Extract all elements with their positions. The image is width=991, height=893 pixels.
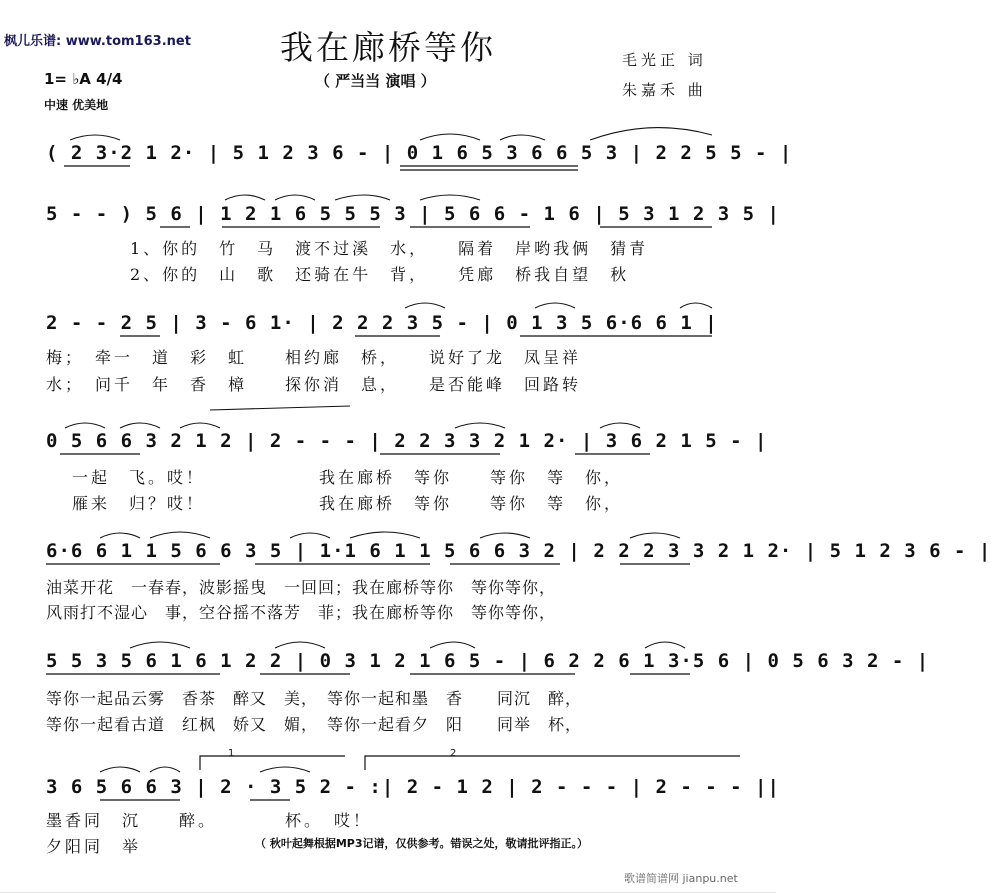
tempo-mark: 中速 优美地	[44, 98, 109, 112]
site-label: 枫儿乐谱: www.tom163.net	[4, 34, 191, 49]
score-line-5: 6·6 6 1 1 5 6 6 3 5 | 1·1 6 1 1 5 6 6 3 2 | 2 2 2 3 3 2 1 2· | 5 1 2 3 6 - |	[46, 540, 991, 562]
score-line-7: 3 6 5 6 6 3 | 2 · 3 5 2 - :| 2 - 1 2 | 2 - - - | 2 - - - ||	[46, 776, 780, 798]
composer-credit: 朱嘉禾 曲	[622, 81, 707, 99]
lyric-line-2a: 1、你的 竹 马 渡不过溪 水， 隔着 岸哟我俩 猜青	[130, 239, 649, 258]
watermark: 歌谱简谱网 jianpu.net	[624, 872, 738, 885]
lyric-line-3a: 梅； 牵一 道 彩 虹 相约廊 桥， 说好了龙 凤呈祥	[46, 348, 582, 367]
score-line-6: 5 5 3 5 6 1 6 1 2 2 | 0 3 1 2 1 6 5 - | 6 2 2 6 1 3·5 6 | 0 5 6 3 2 - |	[46, 650, 930, 672]
score-line-1: ( 2 3·2 1 2· | 5 1 2 3 6 - | 0 1 6 5 3 6 6 5 3 | 2 2 5 5 - |	[46, 142, 793, 164]
footer-note: （ 秋叶起舞根据MP3记谱，仅供参考。错误之处，敬请批评指正。）	[255, 837, 588, 850]
lyric-line-5b: 风雨打不湿心 事，空谷摇不落芳 菲；我在廊桥等你 等你等你，	[46, 603, 557, 622]
lyric-line-7b: 夕阳同 举	[46, 837, 142, 856]
lyric-line-7a: 墨香同 沉 醉。 杯。 哎！	[46, 811, 373, 830]
volta-1-label: 1	[228, 748, 235, 759]
lyric-line-6b: 等你一起看古道 红枫 娇又 媚， 等你一起看夕 阳 同举 杯，	[46, 715, 583, 734]
volta-2-label: 2	[450, 748, 457, 759]
score-line-4: 0 5 6 6 3 2 1 2 | 2 - - - | 2 2 3 3 2 1 2· | 3 6 2 1 5 - |	[46, 430, 768, 452]
key-signature: 1= ♭A 4/4	[44, 70, 123, 88]
lyric-line-6a: 等你一起品云雾 香茶 醉又 美， 等你一起和墨 香 同沉 醉，	[46, 689, 583, 708]
lyric-line-5a: 油菜开花 一春春，波影摇曳 一回回；我在廊桥等你 等你等你，	[46, 578, 557, 597]
singer-credit: （ 严当当 演唱 ）	[315, 72, 436, 90]
song-title: 我在廊桥等你	[280, 28, 496, 67]
lyric-line-3b: 水； 问千 年 香 樟 探你消 息， 是否能峰 回路转	[46, 375, 582, 394]
lyric-line-4b: 雁来 归？哎！ 我在廊桥 等你 等你 等 你，	[72, 494, 624, 513]
score-line-3: 2 - - 2 5 | 3 - 6 1· | 2 2 2 3 5 - | 0 1 3 5 6·6 6 1 |	[46, 312, 718, 334]
score-line-2: 5 - - ) 5 6 | 1 2 1 6 5 5 5 3 | 5 6 6 - 1 6 | 5 3 1 2 3 5 |	[46, 203, 780, 225]
lyric-line-4a: 一起 飞。哎！ 我在廊桥 等你 等你 等 你，	[72, 468, 624, 487]
lyricist-credit: 毛光正 词	[622, 51, 707, 69]
lyric-line-2b: 2、你的 山 歌 还骑在牛 背， 凭廊 桥我自望 秋	[130, 265, 630, 284]
